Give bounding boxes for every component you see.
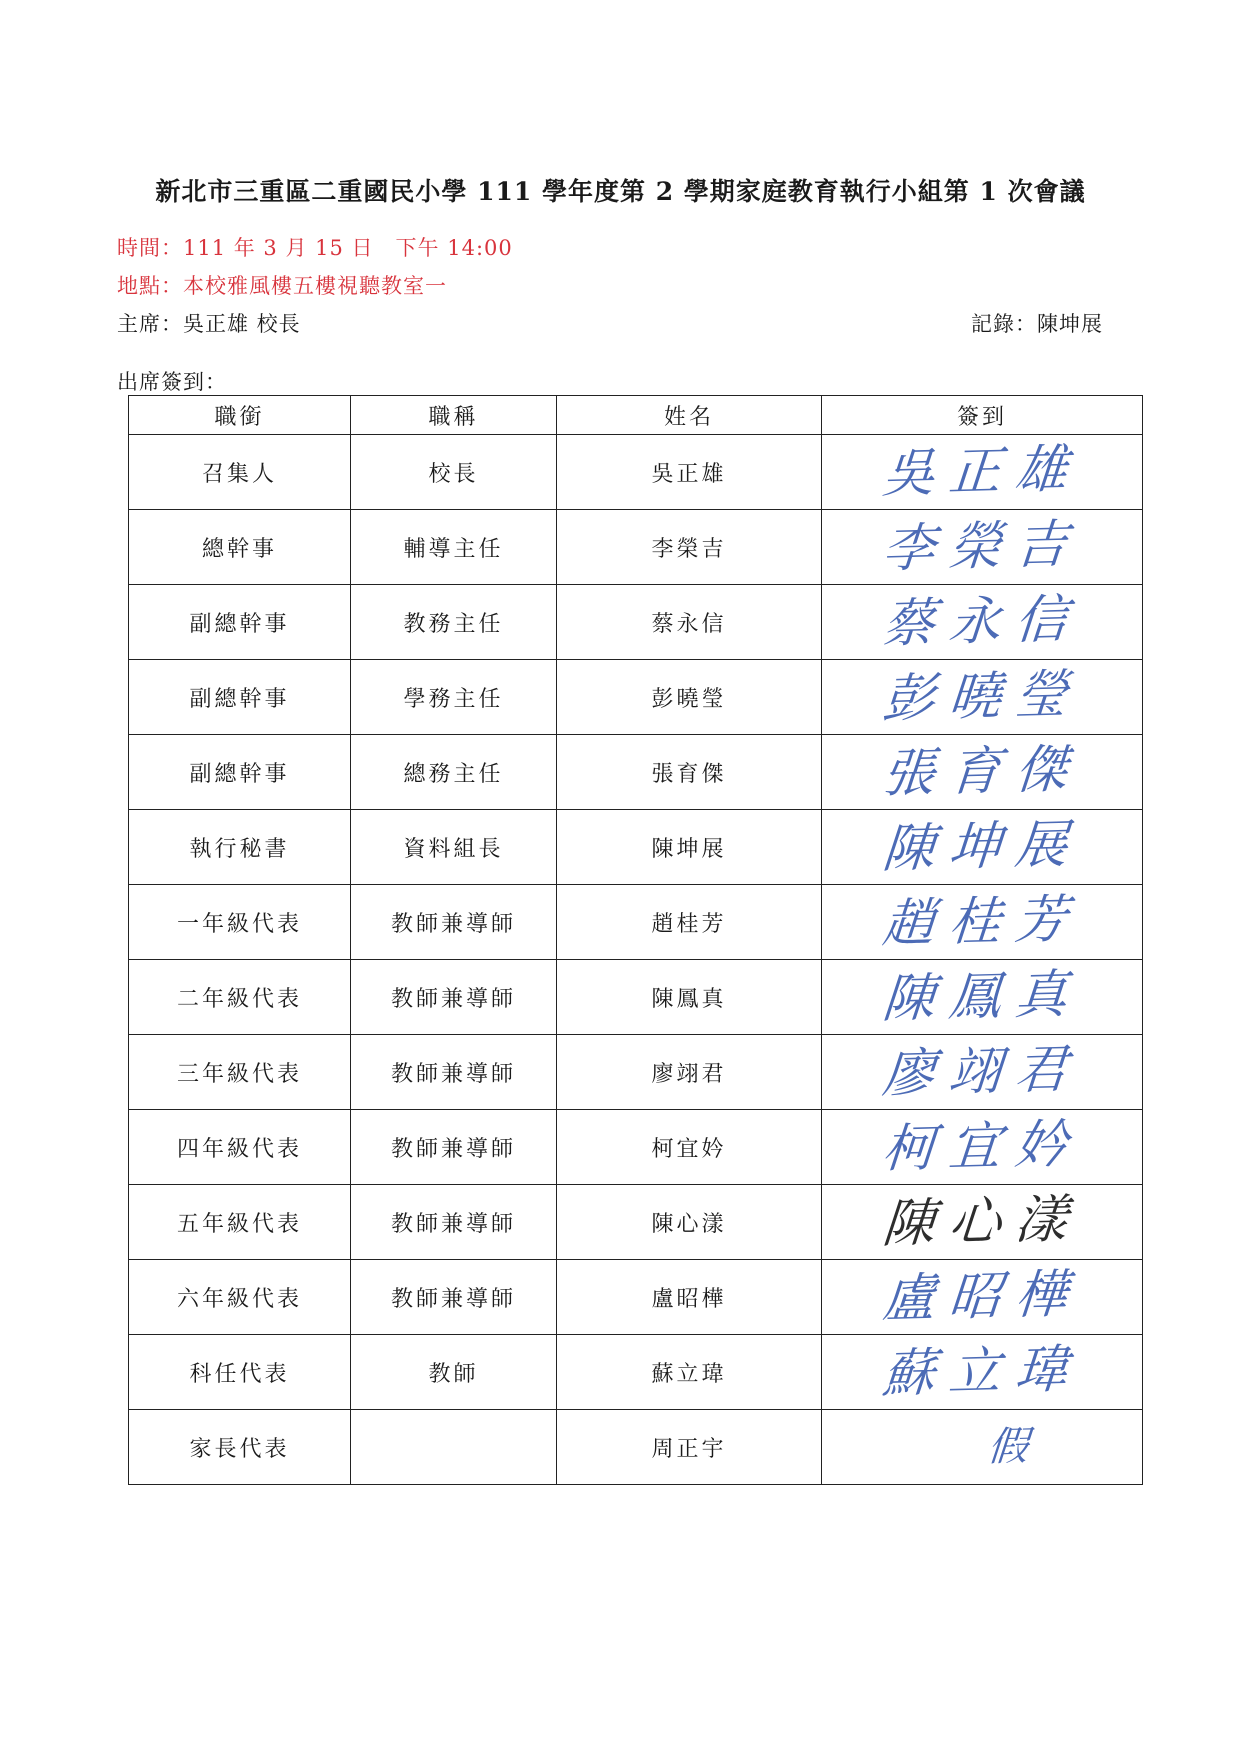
cell-name: 廖翊君 [557,1035,822,1110]
handwritten-signature: 陳心漾 [880,1189,1084,1255]
cell-signature [822,1185,1143,1260]
cell-title: 副總幹事 [129,660,351,735]
table-row [129,660,1143,735]
handwritten-signature: 吳正雄 [880,439,1084,505]
cell-name: 彭曉瑩 [557,660,822,735]
page-title: 新北市三重區二重國民小學 111 學年度第 2 學期家庭教育執行小組第 1 次會議 [155,177,1086,206]
cell-signature [822,1110,1143,1185]
cell-role: 學務主任 [351,660,557,735]
header-role: 職稱 [351,396,557,435]
attendance-label: 出席簽到： [117,370,227,394]
attendance-table [128,395,1143,1485]
cell-name: 陳鳳真 [557,960,822,1035]
header-title: 職銜 [129,396,351,435]
cell-title: 副總幹事 [129,585,351,660]
cell-name: 陳坤展 [557,810,822,885]
cell-signature [822,960,1143,1035]
table-row [129,435,1143,510]
cell-name: 周正宇 [557,1410,822,1485]
cell-title: 家長代表 [129,1410,351,1485]
header-signature: 簽到 [822,396,1143,435]
handwritten-signature: 柯宜妗 [880,1114,1084,1180]
cell-name: 盧昭樺 [557,1260,822,1335]
cell-signature [822,885,1143,960]
table-row [129,1110,1143,1185]
cell-role [351,1410,557,1485]
cell-role: 教師兼導師 [351,885,557,960]
table-row [129,1410,1143,1485]
cell-title: 科任代表 [129,1335,351,1410]
cell-signature [822,660,1143,735]
cell-role: 教師兼導師 [351,1035,557,1110]
meeting-chair: 主席：吳正雄 校長 [117,312,301,336]
table-header-row [129,396,1143,435]
handwritten-signature: 陳鳳真 [880,964,1084,1030]
table-row [129,1185,1143,1260]
handwritten-signature: 蔡永信 [880,589,1084,655]
cell-title: 五年級代表 [129,1185,351,1260]
cell-role: 教師兼導師 [351,960,557,1035]
cell-role: 教師 [351,1335,557,1410]
cell-title: 一年級代表 [129,885,351,960]
cell-title: 總幹事 [129,510,351,585]
handwritten-signature: 趙桂芳 [880,889,1084,955]
cell-signature [822,1335,1143,1410]
handwritten-signature: 彭曉瑩 [880,664,1084,730]
cell-title: 副總幹事 [129,735,351,810]
table-row [129,810,1143,885]
table-row [129,510,1143,585]
cell-name: 趙桂芳 [557,885,822,960]
meeting-recorder: 記錄：陳坤展 [971,312,1103,336]
cell-signature [822,1410,1143,1485]
handwritten-signature: 李榮吉 [880,514,1084,580]
cell-name: 吳正雄 [557,435,822,510]
cell-role: 輔導主任 [351,510,557,585]
table-row [129,1335,1143,1410]
cell-role: 教師兼導師 [351,1110,557,1185]
cell-title: 四年級代表 [129,1110,351,1185]
handwritten-signature: 陳坤展 [880,814,1084,880]
cell-name: 陳心漾 [557,1185,822,1260]
cell-role: 校長 [351,435,557,510]
meeting-time: 時間：111 年 3 月 15 日 下午 14:00 [117,236,513,260]
cell-signature [822,1260,1143,1335]
handwritten-signature: 廖翊君 [880,1039,1084,1105]
cell-role: 教務主任 [351,585,557,660]
table-row [129,885,1143,960]
handwritten-signature: 張育傑 [880,739,1084,805]
cell-signature [822,435,1143,510]
cell-signature [822,735,1143,810]
meeting-place: 地點：本校雅風樓五樓視聽教室一 [117,274,447,298]
table-row [129,735,1143,810]
cell-role: 教師兼導師 [351,1260,557,1335]
table-row [129,585,1143,660]
cell-title: 六年級代表 [129,1260,351,1335]
cell-role: 教師兼導師 [351,1185,557,1260]
handwritten-signature: 蘇立瑋 [880,1339,1084,1405]
cell-role: 資料組長 [351,810,557,885]
table-row [129,960,1143,1035]
cell-signature [822,810,1143,885]
cell-name: 柯宜妗 [557,1110,822,1185]
cell-title: 召集人 [129,435,351,510]
cell-title: 二年級代表 [129,960,351,1035]
cell-name: 蘇立瑋 [557,1335,822,1410]
handwritten-signature: 盧昭樺 [880,1264,1084,1330]
header-name: 姓名 [557,396,822,435]
cell-title: 三年級代表 [129,1035,351,1110]
cell-role: 總務主任 [351,735,557,810]
handwritten-signature: 假 [986,1423,1030,1471]
table-row [129,1260,1143,1335]
cell-name: 蔡永信 [557,585,822,660]
cell-name: 李榮吉 [557,510,822,585]
cell-signature [822,585,1143,660]
cell-title: 執行秘書 [129,810,351,885]
table-row [129,1035,1143,1110]
cell-signature [822,1035,1143,1110]
cell-signature [822,510,1143,585]
cell-name: 張育傑 [557,735,822,810]
